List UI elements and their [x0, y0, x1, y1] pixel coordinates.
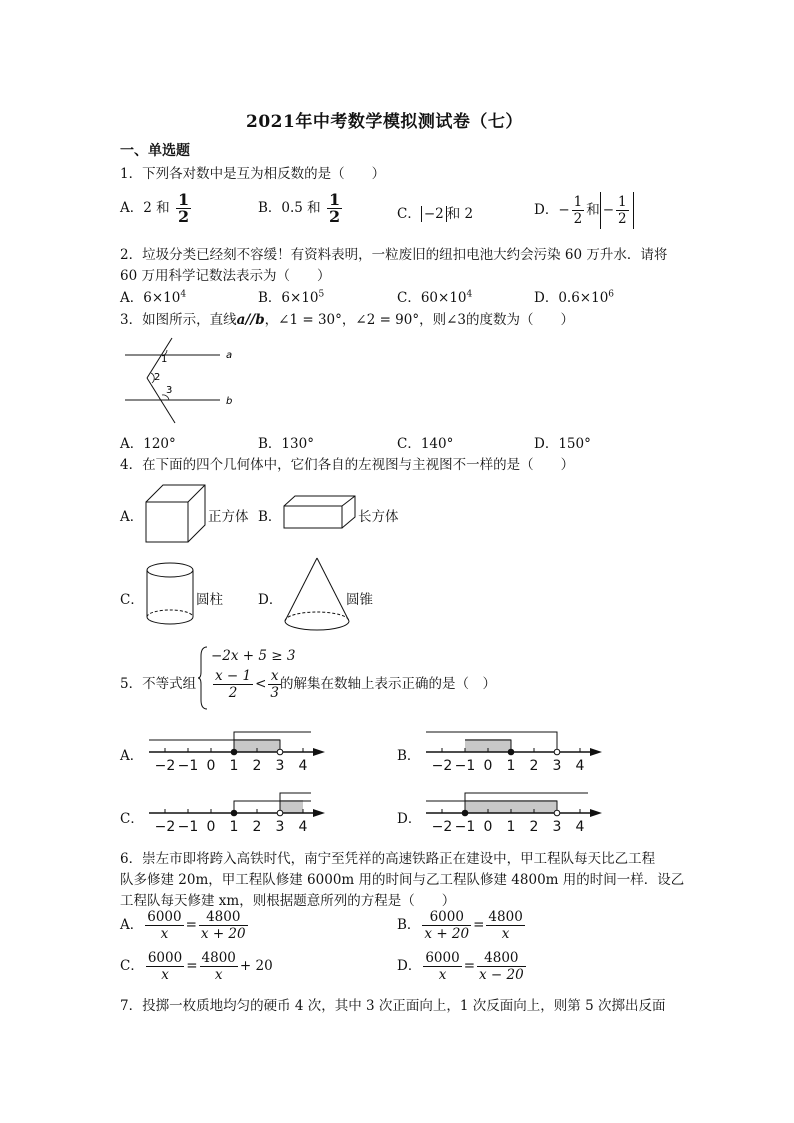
q4-label-c: C．: [120, 592, 144, 608]
q6-line3: 工程队每天修建 xm，则根据题意所列的方程是（ ）: [120, 893, 456, 909]
axis-arrow: [313, 809, 325, 817]
tick-label: 3: [275, 758, 285, 774]
q5-label-d: D．: [397, 811, 422, 827]
open-endpoint: [554, 749, 560, 755]
tick-label: 1: [506, 758, 516, 774]
q1-b-fraction: $\frac{1}{2}$: [328, 190, 341, 226]
q6-line2: 队多修建 20m，甲工程队修建 6000m 用的时间与乙工程队修建 4800m 用的时间一样．设乙: [120, 872, 685, 888]
q3-figure: [120, 338, 240, 428]
q1-d-label: D．−: [534, 202, 570, 218]
q4-label-d: D．: [258, 592, 283, 608]
open-endpoint: [277, 749, 283, 755]
q1-a-label: A．2 和: [120, 200, 170, 216]
q2-line2: 60 万用科学记数法表示为（ ）: [120, 268, 331, 284]
tick-label: 0: [483, 758, 493, 774]
q2-option-d: D．$0.6\times 10^6$: [534, 289, 615, 306]
page-title: 2021年中考数学模拟测试卷（七）: [246, 112, 523, 132]
tick-label: −1: [177, 819, 199, 835]
section-heading: 一、单选题: [120, 143, 190, 159]
cone-figure: [282, 556, 352, 636]
q5-numberline-a: [145, 722, 330, 782]
q4-name-d: 圆锥: [346, 592, 373, 608]
q5-post: 的解集在数轴上表示正确的是（ ）: [280, 676, 496, 692]
axis-arrow: [590, 748, 602, 756]
q3-stem: 3．如图所示，直线a//b，∠1 = 30°，∠2 = 90°，则∠3的度数为（ ）: [120, 312, 575, 328]
tick-label: 3: [275, 819, 285, 835]
tick-label: 4: [298, 819, 308, 835]
label-b: b: [226, 396, 233, 407]
tick-label: 3: [552, 758, 562, 774]
q3-option-a: A．120°: [120, 436, 176, 452]
q6-option-a: A． $\frac{6000}{x}$ = $\frac{4800}{x + 20}$: [120, 909, 246, 942]
tick-label: 0: [206, 819, 216, 835]
tick-label: 1: [229, 819, 239, 835]
q5-numberline-d: [422, 783, 607, 843]
tick-label: 2: [529, 758, 539, 774]
q3-option-d: D．150°: [534, 436, 591, 452]
cube-figure: [143, 482, 209, 544]
q4-name-c: 圆柱: [196, 592, 223, 608]
q5-label-c: C．: [120, 811, 144, 827]
tick-label: −2: [431, 758, 453, 774]
cylinder-figure: [145, 560, 197, 630]
q5-ineq1: −2x + 5 ≥ 3: [211, 648, 296, 664]
q4-name-a: 正方体: [208, 509, 249, 525]
q5-ineq2: $\frac{x - 1}{2}$ < $\frac{x}{3}$: [215, 668, 280, 701]
q1-option-d: [534, 192, 634, 229]
q4-stem: 4．在下面的四个几何体中，它们各自的左视图与主视图不一样的是（ ）: [120, 457, 575, 473]
solid-endpoint: [231, 749, 237, 755]
tick-label: 0: [483, 819, 493, 835]
label-a: a: [226, 350, 233, 361]
open-endpoint: [277, 810, 283, 816]
tick-label: −2: [154, 758, 176, 774]
tick-label: −2: [431, 819, 453, 835]
q1-c-rest: 和 2: [446, 206, 474, 222]
q6-option-c: C． $\frac{6000}{x}$ = $\frac{4800}{x}$ + 20: [120, 950, 273, 983]
tick-label: 4: [575, 758, 585, 774]
tick-label: 1: [506, 819, 516, 835]
q2-option-a: A．$6\times 10^4$: [120, 289, 187, 306]
q1-option-c: [397, 202, 473, 222]
q5-pre: 5．不等式组: [120, 676, 197, 692]
tick-label: 0: [206, 758, 216, 774]
q3-ab: a//b: [236, 312, 265, 328]
q1-b-label: B．0.5 和: [258, 200, 321, 216]
q1-d-abs: − $\frac{1}{2}$: [600, 192, 634, 229]
q1-a-fraction: $\frac{1}{2}$: [177, 190, 190, 226]
q1-option-b: [258, 192, 344, 225]
q4-label-a: A．: [120, 509, 144, 525]
axis-arrow: [313, 748, 325, 756]
tick-label: 4: [575, 819, 585, 835]
cuboid-figure: [282, 494, 358, 530]
q1-d-mid: 和: [586, 202, 600, 218]
q3-option-b: B．130°: [258, 436, 314, 452]
label-angle-1: 1: [161, 354, 168, 365]
tick-label: −2: [154, 819, 176, 835]
tick-label: 4: [298, 758, 308, 774]
q1-option-a: [120, 192, 193, 225]
q2-option-b: B．$6\times 10^5$: [258, 289, 325, 306]
q6-option-d: D． $\frac{6000}{x}$ = $\frac{4800}{x - 20}$: [397, 950, 524, 983]
tick-label: 2: [252, 758, 262, 774]
tick-label: 3: [552, 819, 562, 835]
q4-label-b: B．: [258, 509, 282, 525]
label-angle-3: 3: [166, 385, 173, 396]
tick-label: 2: [252, 819, 262, 835]
q2-option-c: C．$60\times 10^4$: [397, 289, 473, 306]
q1-c-abs: −2: [421, 206, 447, 222]
q5-brace: [198, 646, 208, 710]
q5-numberline-b: [422, 722, 607, 782]
tick-label: −1: [454, 819, 476, 835]
shaded-region: [280, 800, 303, 813]
q6-line1: 6．崇左市即将跨入高铁时代，南宁至凭祥的高速铁路正在建设中，甲工程队每天比乙工程: [120, 851, 656, 867]
q3-option-c: C．140°: [397, 436, 454, 452]
label-angle-2: 2: [154, 372, 161, 383]
q6-option-b: B． $\frac{6000}{x + 20}$ = $\frac{4800}{x}$: [397, 909, 523, 942]
q1-d-fraction: $\frac{1}{2}$: [573, 194, 583, 227]
q4-name-b: 长方体: [358, 509, 399, 525]
q5-label-a: A．: [120, 748, 144, 764]
q1-c-label: C．: [397, 206, 421, 222]
tick-label: −1: [177, 758, 199, 774]
solid-endpoint: [231, 810, 237, 816]
tick-label: 2: [529, 819, 539, 835]
open-endpoint: [554, 810, 560, 816]
q5-label-b: B．: [397, 748, 421, 764]
tick-label: 1: [229, 758, 239, 774]
q2-line1: 2．垃圾分类已经刻不容缓！有资料表明，一粒废旧的纽扣电池大约会污染 60 万升水．请将: [120, 247, 668, 263]
axis-arrow: [590, 809, 602, 817]
q1-stem: 1．下列各对数中是互为相反数的是（ ）: [120, 166, 386, 182]
tick-label: −1: [454, 758, 476, 774]
solid-endpoint: [462, 810, 468, 816]
q7-line1: 7．投掷一枚质地均匀的硬币 4 次，其中 3 次正面向上，1 次反面向上，则第 5 次掷出反面: [120, 998, 666, 1014]
q5-numberline-c: [145, 783, 330, 843]
solid-endpoint: [508, 749, 514, 755]
